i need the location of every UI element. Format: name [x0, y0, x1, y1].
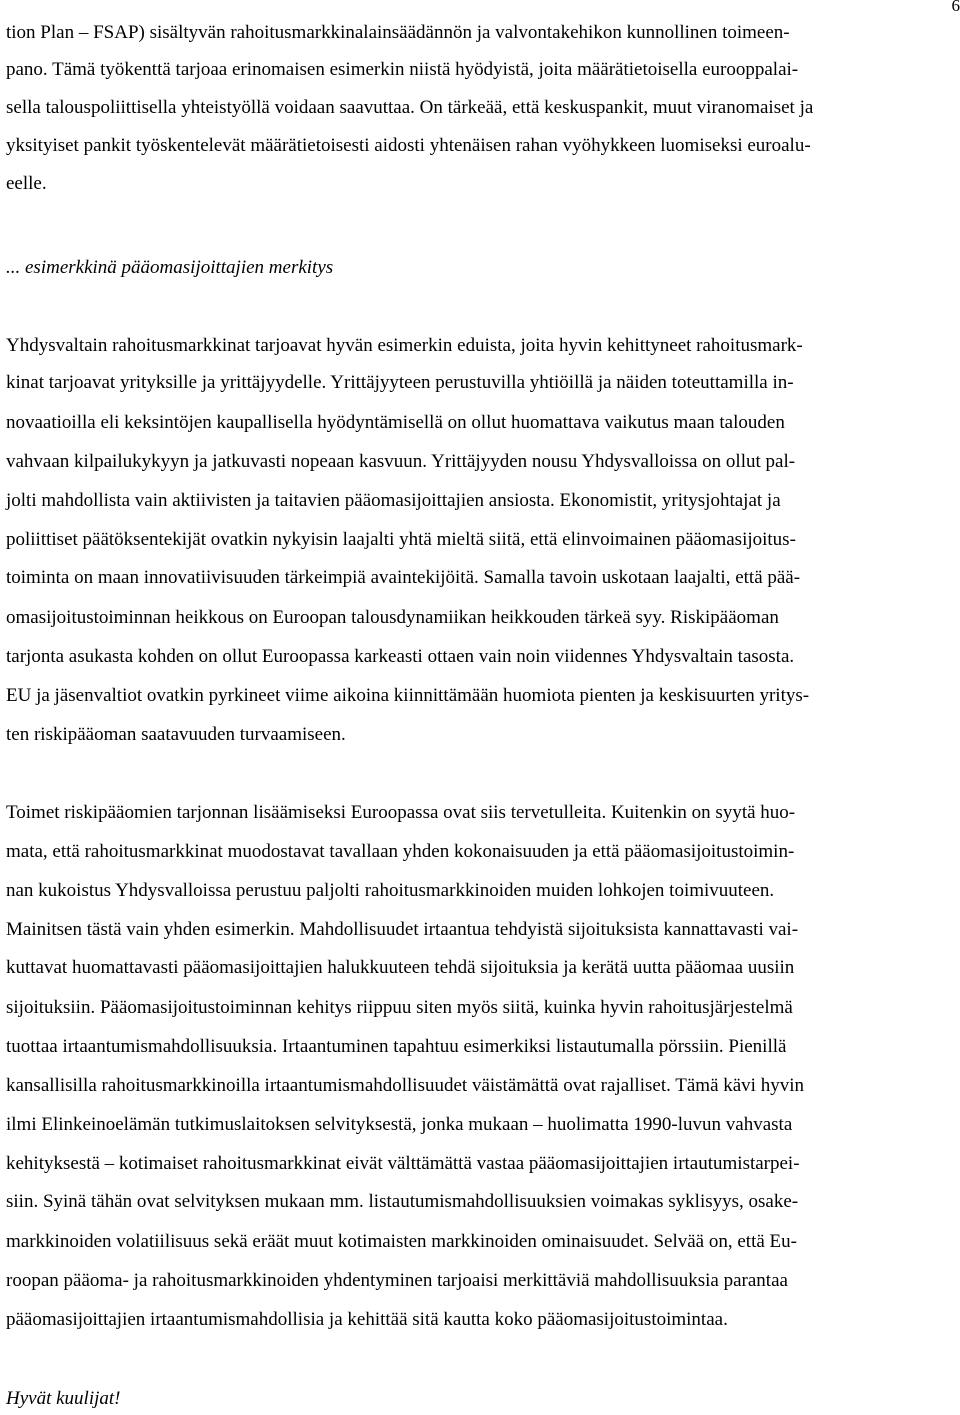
text-line: vahvaan kilpailukykyyn ja jatkuvasti nopeaan kasvuun. Yrittäjyyden nousu Yhdysvalloissa on ollut pal- [6, 451, 796, 472]
text-line: ten riskipääoman saatavuuden turvaamiseen. [6, 724, 346, 745]
text-line: sella talouspoliittisella yhteistyöllä voidaan saavuttaa. On tärkeää, että keskuspankit, muut viranomaiset ja [6, 97, 814, 118]
text-line: tuottaa irtaantumismahdollisuuksia. Irtaantuminen tapahtuu esimerkiksi listautumalla pörssiin. Pienillä [6, 1036, 787, 1057]
text-line: kehityksestä – kotimaiset rahoitusmarkkinat eivät välttämättä vastaa pääomasijoittajien irtautumistarpei- [6, 1153, 800, 1174]
text-line: novaatioilla eli keksintöjen kaupallisella hyödyntämisellä on ollut huomattava vaikutus maan talouden [6, 412, 785, 433]
text-line: yksityiset pankit työskentelevät määrätietoisesti aidosti yhtenäisen rahan vyöhykkeen luomiseksi euroalu- [6, 135, 811, 156]
text-line: siin. Syinä tähän ovat selvityksen mukaan mm. listautumismahdollisuuksien voimakas syklisyys, osake- [6, 1191, 799, 1212]
page-number: 6 [951, 0, 960, 15]
text-line: toiminta on maan innovatiivisuuden tärkeimpiä avaintekijöitä. Samalla tavoin uskotaan laajalti, että pää- [6, 567, 801, 588]
text-line: markkinoiden volatiilisuus sekä eräät muut kotimaisten markkinoiden ominaisuudet. Selvää on, että Eu- [6, 1231, 797, 1252]
text-line: mata, että rahoitusmarkkinat muodostavat tavallaan yhden kokonaisuuden ja että pääomasijoitustoimin- [6, 841, 795, 862]
section-heading: ... esimerkkinä pääomasijoittajien merkitys [6, 257, 334, 278]
text-line: Yhdysvaltain rahoitusmarkkinat tarjoavat hyvän esimerkin eduista, joita hyvin kehittyneet rahoitusmark- [6, 335, 803, 356]
text-line: roopan pääoma- ja rahoitusmarkkinoiden yhdentyminen tarjoaisi merkittäviä mahdollisuuksia parantaa [6, 1270, 788, 1291]
text-line: Mainitsen tästä vain yhden esimerkin. Mahdollisuudet irtaantua tehdyistä sijoituksista kannattavasti vai- [6, 919, 799, 940]
text-line: tion Plan – FSAP) sisältyvän rahoitusmarkkinalainsäädännön ja valvontakehikon kunnollinen toimeen- [6, 22, 790, 43]
text-line: jolti mahdollista vain aktiivisten ja taitavien pääomasijoittajien ansiosta. Ekonomistit, yritysjohtajat ja [6, 490, 781, 511]
text-line: kansallisilla rahoitusmarkkinoilla irtaantumismahdollisuudet väistämättä ovat rajalliset. Tämä kävi hyvin [6, 1075, 804, 1096]
text-line: tarjonta asukasta kohden on ollut Euroopassa karkeasti ottaen vain noin viidennes Yhdysvaltain tasosta. [6, 646, 795, 667]
text-line: ilmi Elinkeinoelämän tutkimuslaitoksen selvityksestä, jonka mukaan – huolimatta 1990-luvun vahvasta [6, 1114, 793, 1135]
text-line: kuttavat huomattavasti pääomasijoittajien halukkuuteen tehdä sijoituksia ja kerätä uutta pääomaa uusiin [6, 957, 795, 978]
text-line: EU ja jäsenvaltiot ovatkin pyrkineet viime aikoina kiinnittämään huomiota pienten ja keskisuurten yritys- [6, 685, 810, 706]
text-line: poliittiset päätöksentekijät ovatkin nykyisin laajalti yhtä mieltä siitä, että elinvoimainen pääomasijoitus- [6, 529, 796, 550]
closing-greeting: Hyvät kuulijat! [6, 1388, 121, 1409]
text-line: pano. Tämä työkenttä tarjoaa erinomaisen esimerkin niistä hyödyistä, joita määrätietoisella eurooppalai- [6, 59, 799, 80]
text-line: eelle. [6, 173, 47, 194]
text-line: pääomasijoittajien irtaantumismahdollisia ja kehittää sitä kautta koko pääomasijoitustoimintaa. [6, 1309, 728, 1330]
text-line: sijoituksiin. Pääomasijoitustoiminnan kehitys riippuu siten myös siitä, kuinka hyvin rahoitusjärjestelmä [6, 997, 793, 1018]
text-line: nan kukoistus Yhdysvalloissa perustuu paljolti rahoitusmarkkinoiden muiden lohkojen toimivuuteen. [6, 880, 775, 901]
text-line: Toimet riskipääomien tarjonnan lisäämiseksi Euroopassa ovat siis tervetulleita. Kuitenkin on syytä huo- [6, 802, 796, 823]
text-line: omasijoitustoiminnan heikkous on Euroopan talousdynamiikan heikkouden tärkeä syy. Riskipääoman [6, 607, 779, 628]
text-line: kinat tarjoavat yrityksille ja yrittäjyydelle. Yrittäjyyteen perustuvilla yhtiöillä ja näiden toteuttamilla in- [6, 372, 794, 393]
